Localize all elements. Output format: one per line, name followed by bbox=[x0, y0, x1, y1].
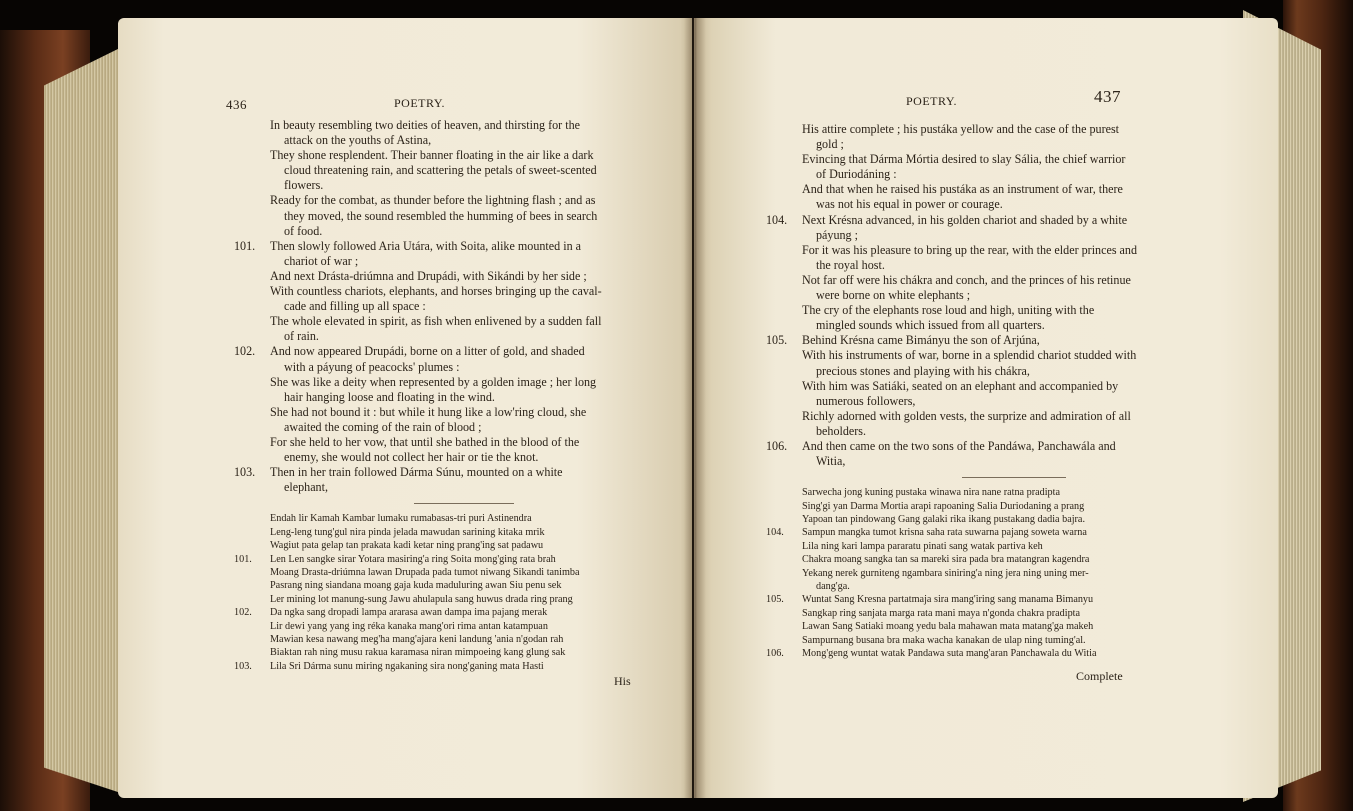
verse-text: And then came on the two sons of the Pandáwa, Panchawála and bbox=[802, 438, 1116, 453]
page-number: 437 bbox=[1094, 87, 1121, 106]
verse-text: with a páyung of peacocks' plumes : bbox=[284, 359, 460, 374]
verse-text: páyung ; bbox=[816, 227, 858, 242]
verse-text: Ler mining lot manung-sung Jawu ahulapula sang huwus drada ring prang bbox=[270, 593, 573, 605]
verse-line bbox=[234, 660, 654, 673]
verse-text: And next Drásta-driúmna and Drupádi, with Sikándi by her side ; bbox=[270, 268, 587, 283]
verse-line bbox=[766, 634, 1176, 647]
verse-line bbox=[766, 122, 1176, 137]
verse-text: cade and filling up all space : bbox=[284, 299, 426, 314]
verse-text: His attire complete ; his pustáka yellow and the case of the purest bbox=[802, 122, 1120, 136]
stanza-number: 102. bbox=[234, 344, 256, 359]
verse-line bbox=[234, 480, 654, 495]
verse-text: was not his equal in power or courage. bbox=[816, 197, 1003, 212]
verse-text: Lawan Sang Satiaki moang yedu bala mahawan mata matang'ga makeh bbox=[802, 621, 1094, 633]
verse-line bbox=[234, 178, 654, 193]
stanza-number: 103. bbox=[234, 660, 252, 672]
verse-text: elephant, bbox=[284, 480, 328, 495]
stanza-number: 101. bbox=[234, 238, 256, 253]
verse-text: Biaktan rah ning musu rakua karamasa niran mimpoeing kang glung sak bbox=[270, 647, 566, 659]
verse-text: Wuntat Sang Kresna partatmaja sira mang'iring sang manama Bimanyu bbox=[802, 594, 1094, 606]
verse-text: of food. bbox=[284, 223, 323, 238]
verse-text: She was like a deity when represented by a golden image ; her long bbox=[270, 374, 597, 389]
verse-line bbox=[766, 303, 1176, 318]
verse-line bbox=[234, 593, 654, 606]
verse-line bbox=[234, 539, 654, 552]
verse-text: Pasrang ning siandana moang gaja kuda maduluring awan Siu penu sek bbox=[270, 580, 562, 592]
verse-line bbox=[234, 606, 654, 619]
stanza-number: 106. bbox=[766, 648, 784, 660]
verse-line bbox=[766, 197, 1176, 212]
verse-text: gold ; bbox=[816, 137, 844, 152]
page-number: 436 bbox=[226, 97, 247, 112]
stanza-number: 102. bbox=[234, 607, 252, 619]
verse-line bbox=[234, 420, 654, 435]
verse-line bbox=[234, 405, 654, 420]
verse-text: Sampun mangka tumot krisna saha rata suwarna pajang soweta warna bbox=[802, 527, 1087, 539]
verse-text: With him was Satiáki, seated on an elephant and accompanied by bbox=[802, 378, 1119, 393]
verse-text: Then slowly followed Aria Utára, with Soita, alike mounted in a bbox=[270, 238, 582, 253]
catchword: His bbox=[614, 674, 631, 688]
stanza-number: 105. bbox=[766, 594, 784, 606]
verse-text: Yekang nerek gurniteng ngambara siniring'a ning jera ning uning mer- bbox=[802, 567, 1089, 579]
right-page-body bbox=[766, 122, 1176, 660]
verse-text: They shone resplendent. Their banner floating in the air like a dark bbox=[270, 148, 594, 163]
verse-text: Ready for the combat, as thunder before the lightning flash ; and as bbox=[270, 193, 596, 208]
verse-text: Witia, bbox=[816, 454, 846, 469]
verse-text: Endah lir Kamah Kambar lumaku rumabasas-tri puri Astinendra bbox=[270, 513, 532, 525]
verse-text: Yapoan tan pindowang Gang galaki rika ikang pustakang dadia bajra. bbox=[802, 513, 1086, 525]
verse-text: She had not bound it : but while it hung like a low'ring cloud, she bbox=[270, 404, 587, 419]
verse-line bbox=[234, 133, 654, 148]
verse-text: dang'ga. bbox=[816, 581, 850, 592]
verse-line bbox=[766, 348, 1176, 363]
verse-text: For she held to her vow, that until she bathed in the blood of the bbox=[270, 434, 580, 449]
verse-line bbox=[234, 512, 654, 525]
left-page-body bbox=[234, 118, 654, 673]
verse-line bbox=[766, 137, 1176, 152]
verse-text: they moved, the sound resembled the humming of bees in search bbox=[284, 208, 598, 223]
verse-text: Behind Krésna came Bimányu the son of Arjúna, bbox=[802, 333, 1040, 348]
left-page bbox=[118, 18, 692, 798]
stanza-number: 104. bbox=[766, 212, 788, 227]
verse-line bbox=[234, 148, 654, 163]
catchword: Complete bbox=[1076, 669, 1123, 683]
verse-text: Sing'gi yan Darma Mortia arapi rapoaning Salia Duriodaning a prang bbox=[802, 500, 1085, 512]
verse-line bbox=[766, 364, 1176, 379]
verse-text: numerous followers, bbox=[816, 393, 916, 408]
verse-line bbox=[766, 318, 1176, 333]
verse-line bbox=[766, 567, 1176, 580]
verse-text: Then in her train followed Dárma Súnu, mounted on a white bbox=[270, 465, 563, 480]
verse-text: Chakra moang sangka tan sa mareki sira pada bra matangran kagendra bbox=[802, 554, 1090, 566]
verse-text: Wagiut pata gelap tan prakata kadi ketar ning prang'ing sat padawu bbox=[270, 540, 544, 552]
verse-text: mingled sounds which issued from all quarters. bbox=[816, 318, 1045, 333]
verse-line bbox=[234, 344, 654, 359]
verse-text: Leng-leng tung'gul nira pinda jelada mawudan sarining kitaka mrik bbox=[270, 526, 545, 538]
verse-text: the royal host. bbox=[816, 257, 885, 272]
verse-line bbox=[766, 439, 1176, 454]
verse-line bbox=[766, 243, 1176, 258]
verse-text: And now appeared Drupádi, borne on a litter of gold, and shaded bbox=[270, 344, 585, 359]
verse-text: Da ngka sang dropadi lampa ararasa awan dampa ima pajang merak bbox=[270, 607, 548, 619]
verse-line bbox=[766, 379, 1176, 394]
verse-line bbox=[766, 333, 1176, 348]
verse-text: Mong'geng wuntat watak Pandawa suta mang'aran Panchawala du Witia bbox=[802, 648, 1097, 660]
verse-line bbox=[234, 163, 654, 178]
verse-line bbox=[234, 526, 654, 539]
verse-line bbox=[234, 375, 654, 390]
verse-text: The whole elevated in spirit, as fish when enlivened by a sudden fall bbox=[270, 314, 602, 329]
verse-line bbox=[234, 193, 654, 208]
verse-text: Lila ning kari lampa pararatu pinati sang watak partiva keh bbox=[802, 540, 1043, 552]
verse-text: Not far off were his chákra and conch, and the princes of his retinue bbox=[802, 272, 1131, 287]
verse-line bbox=[234, 435, 654, 450]
verse-line bbox=[766, 620, 1176, 633]
english-verse bbox=[234, 118, 654, 495]
verse-line bbox=[234, 646, 654, 659]
verse-text: precious stones and playing with his chákra, bbox=[816, 363, 1030, 378]
section-divider bbox=[962, 477, 1066, 478]
verse-line bbox=[234, 254, 654, 269]
verse-line bbox=[766, 540, 1176, 553]
english-verse bbox=[766, 122, 1176, 469]
verse-text: enemy, she would not collect her hair or tie the knot. bbox=[284, 450, 539, 465]
verse-line bbox=[766, 182, 1176, 197]
verse-line bbox=[766, 258, 1176, 273]
stanza-number: 101. bbox=[234, 553, 252, 565]
verse-line bbox=[766, 288, 1176, 303]
verse-line bbox=[766, 424, 1176, 439]
stanza-number: 106. bbox=[766, 438, 788, 453]
verse-line bbox=[766, 526, 1176, 539]
verse-line bbox=[766, 228, 1176, 243]
verse-text: beholders. bbox=[816, 423, 867, 438]
verse-line bbox=[766, 409, 1176, 424]
verse-line bbox=[234, 299, 654, 314]
verse-line bbox=[766, 273, 1176, 288]
verse-text: Lila Sri Dárma sunu miring ngakaning sira nong'ganing mata Hasti bbox=[270, 660, 544, 672]
verse-text: Lir dewi yang yang ing réka kanaka mang'ori rima antan katampuan bbox=[270, 620, 548, 632]
verse-text: Richly adorned with golden vests, the surprize and admiration of all bbox=[802, 408, 1131, 423]
verse-text: In beauty resembling two deities of heaven, and thirsting for the bbox=[270, 118, 580, 132]
verse-line bbox=[234, 224, 654, 239]
verse-line bbox=[234, 579, 654, 592]
verse-line bbox=[766, 593, 1176, 606]
verse-text: of rain. bbox=[284, 329, 319, 344]
verse-line bbox=[234, 620, 654, 633]
verse-text: Len Len sangke sirar Yotara masiring'a ring Soita mong'ging rata brah bbox=[270, 553, 556, 565]
verse-line bbox=[766, 152, 1176, 167]
verse-line bbox=[234, 553, 654, 566]
verse-text: Sangkap ring sanjata marga rata mani maya n'gonda chakra pradipta bbox=[802, 607, 1081, 619]
verse-text: Next Krésna advanced, in his golden chariot and shaded by a white bbox=[802, 212, 1128, 227]
verse-text: of Duriodáning : bbox=[816, 167, 897, 182]
section-divider bbox=[414, 503, 514, 504]
verse-text: were borne on white elephants ; bbox=[816, 288, 971, 303]
verse-line bbox=[234, 633, 654, 646]
verse-text: flowers. bbox=[284, 178, 324, 193]
verse-text: awaited the coming of the rain of blood ; bbox=[284, 419, 482, 434]
verse-text: attack on the youths of Astina, bbox=[284, 133, 432, 148]
verse-line bbox=[234, 566, 654, 579]
verse-line bbox=[234, 118, 654, 133]
verse-line bbox=[766, 454, 1176, 469]
verse-line bbox=[234, 450, 654, 465]
javanese-verse bbox=[234, 512, 654, 673]
verse-line bbox=[766, 607, 1176, 620]
stanza-number: 103. bbox=[234, 465, 256, 480]
verse-line bbox=[234, 284, 654, 299]
verse-line bbox=[234, 314, 654, 329]
running-head: POETRY. bbox=[394, 96, 445, 110]
stanza-number: 105. bbox=[766, 333, 788, 348]
verse-text: For it was his pleasure to bring up the rear, with the elder princes and bbox=[802, 242, 1138, 257]
verse-line bbox=[234, 239, 654, 254]
verse-text: Moang Drasta-driúmna lawan Drupada pada tumot niwang Sikandi tanimba bbox=[270, 566, 580, 578]
javanese-verse bbox=[766, 486, 1176, 660]
verse-line bbox=[234, 360, 654, 375]
verse-line bbox=[766, 513, 1176, 526]
verse-line bbox=[234, 465, 654, 480]
verse-text: The cry of the elephants rose loud and high, uniting with the bbox=[802, 303, 1095, 318]
verse-text: Sampurnang busana bra maka wacha kanakan de ulap ning tuming'al. bbox=[802, 634, 1086, 646]
verse-text: chariot of war ; bbox=[284, 253, 359, 268]
verse-line bbox=[234, 269, 654, 284]
verse-line bbox=[766, 486, 1176, 499]
verse-line bbox=[234, 390, 654, 405]
verse-text: cloud threatening rain, and scattering the petals of sweet-scented bbox=[284, 163, 597, 178]
verse-line bbox=[766, 394, 1176, 409]
verse-line bbox=[766, 167, 1176, 182]
book-gutter bbox=[684, 18, 706, 798]
verse-line bbox=[766, 647, 1176, 660]
verse-line bbox=[766, 580, 1176, 593]
right-page bbox=[694, 18, 1278, 798]
verse-text: Evincing that Dárma Mórtia desired to slay Sália, the chief warrior bbox=[802, 152, 1126, 167]
verse-text: And that when he raised his pustáka as an instrument of war, there bbox=[802, 182, 1123, 197]
verse-text: hair hanging loose and floating in the wind. bbox=[284, 389, 495, 404]
verse-text: With his instruments of war, borne in a splendid chariot studded with bbox=[802, 348, 1137, 363]
verse-text: Sarwecha jong kuning pustaka winawa nira nane ratna pradipta bbox=[802, 487, 1060, 499]
verse-text: With countless chariots, elephants, and horses bringing up the caval- bbox=[270, 284, 602, 299]
running-head: POETRY. bbox=[906, 94, 957, 108]
verse-line bbox=[766, 213, 1176, 228]
stanza-number: 104. bbox=[766, 527, 784, 539]
verse-line bbox=[234, 209, 654, 224]
verse-line bbox=[766, 500, 1176, 513]
verse-line bbox=[234, 329, 654, 344]
verse-line bbox=[766, 553, 1176, 566]
verse-text: Mawian kesa nawang meg'ha mang'ajara keni landung 'ania n'godan rah bbox=[270, 634, 564, 645]
